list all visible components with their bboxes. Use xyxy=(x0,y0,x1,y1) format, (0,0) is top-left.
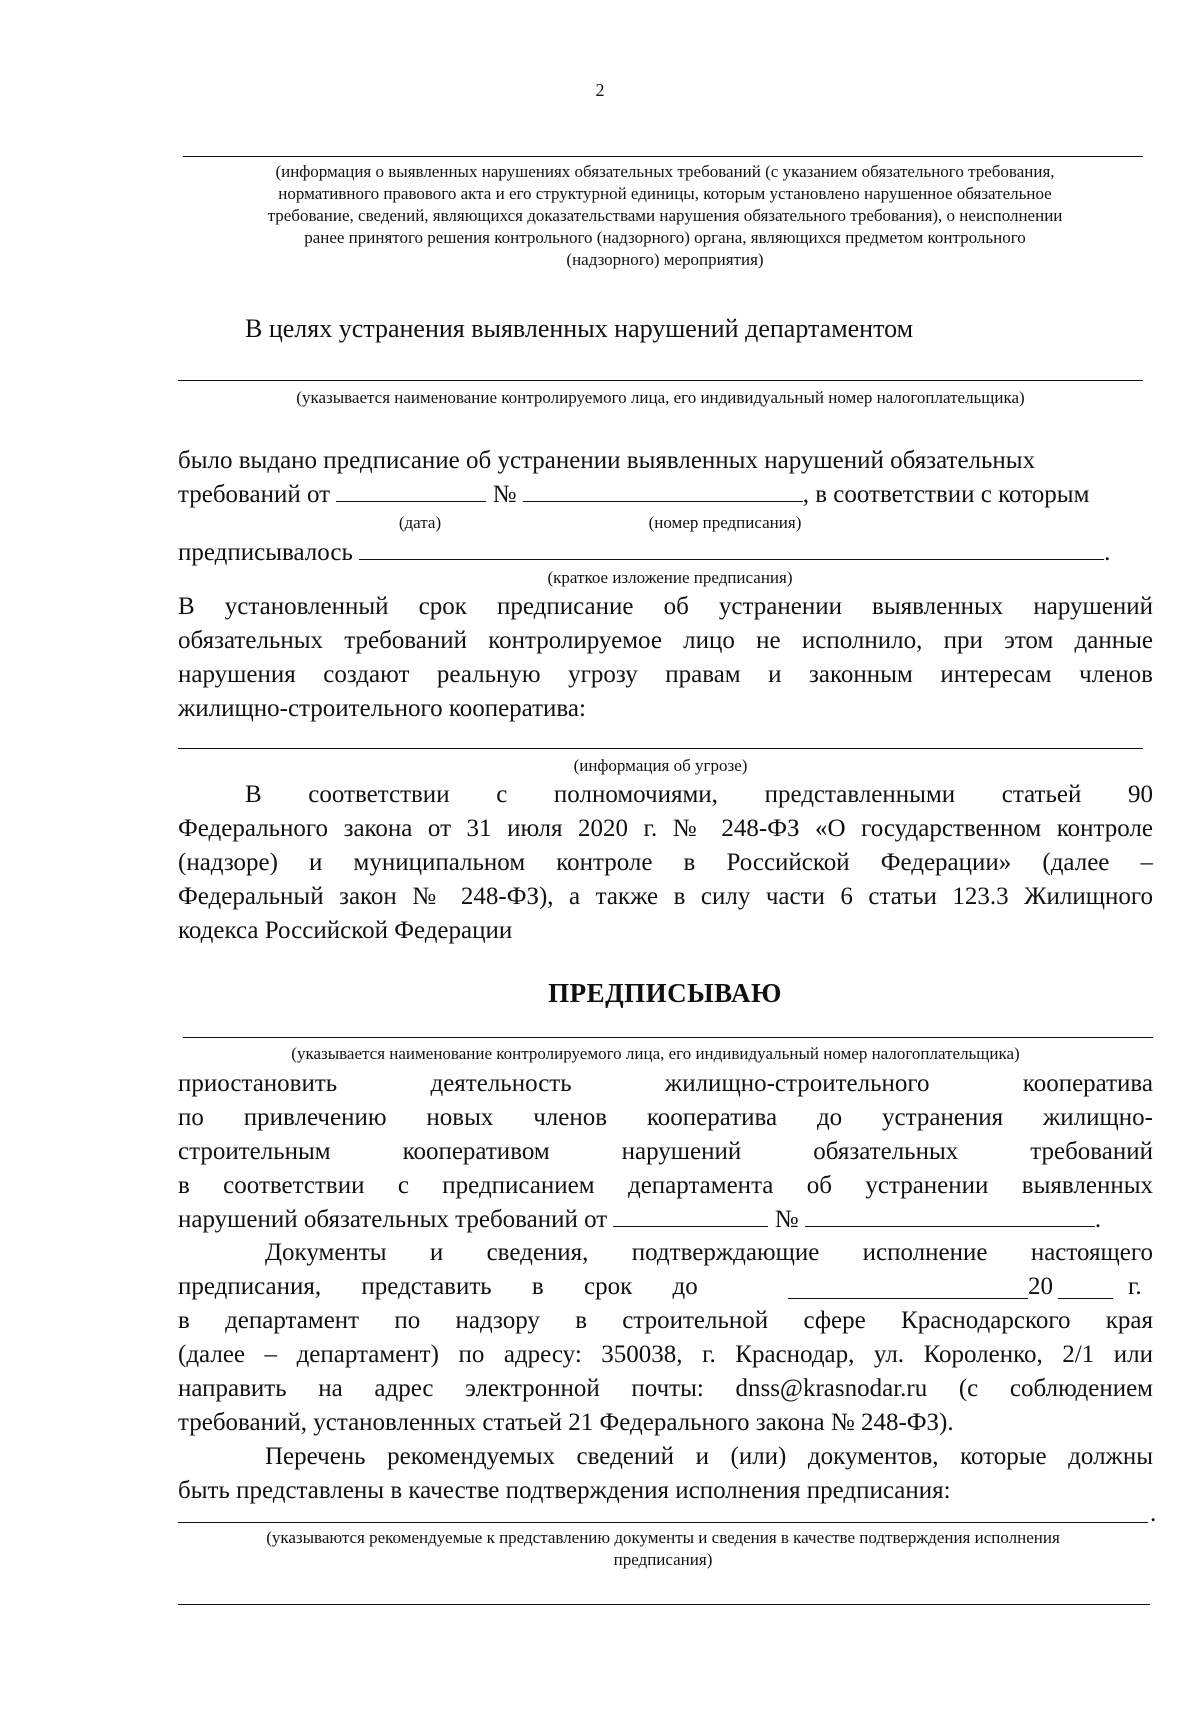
caption-line: предписания) xyxy=(613,1550,713,1569)
fill-line-threat xyxy=(178,748,1143,749)
paragraph-line: нарушения создают реальную угрозу правам и законным интересам членов xyxy=(178,661,1153,688)
paragraph-line: по привлечению новых членов кооператива до устранения жилищно- xyxy=(178,1104,1153,1131)
fill-line-controlled-person-2 xyxy=(183,1037,1153,1038)
paragraph-line xyxy=(178,1203,1153,1237)
caption-violation-info xyxy=(175,161,1155,271)
paragraph-line: быть представлены в качестве подтверждения исполнения предписания: xyxy=(178,1477,951,1504)
suspend-last-text: нарушений обязательных требований от xyxy=(178,1206,608,1233)
page-number: 2 xyxy=(595,80,605,100)
paragraph-line: жилищно-строительного кооператива: xyxy=(178,695,586,722)
caption-line: (указываются рекомендуемые к представлению документы и сведения в качестве подтверждения исполнения xyxy=(266,1528,1060,1547)
issued-tail: , в соответствии с которым xyxy=(802,481,1090,508)
fill-line-recommended-docs xyxy=(178,1522,1148,1523)
paragraph-line: В соответствии с полномочиями, представленными статьей 90 xyxy=(245,781,1153,808)
fill-line-violations xyxy=(183,156,1143,157)
recommended-docs-end: . xyxy=(1150,1500,1157,1527)
paragraph-line: (далее – департамент) по адресу: 350038, г. Краснодар, ул. Короленко, 2/1 или xyxy=(178,1341,1153,1368)
docs-deadline-text: предписания, представить в срок до xyxy=(178,1273,698,1300)
paragraph-line: Перечень рекомендуемых сведений и (или) документов, которые должны xyxy=(265,1443,1153,1470)
caption-line: ранее принятого решения контрольного (надзорного) органа, являющихся предметом контрольного xyxy=(304,228,1026,247)
caption-line: (надзорного) мероприятия) xyxy=(566,250,764,269)
fill-line-controlled-person xyxy=(178,380,1143,381)
caption-controlled-person: (указывается наименование контролируемого лица, его индивидуальный номер налогоплательщика) xyxy=(296,388,1025,407)
prior-order-number-fill xyxy=(805,1204,1095,1227)
caption-recommended-docs xyxy=(178,1527,1148,1571)
caption-line: нормативного правового акта и его структурной единицы, которым установлено нарушенное обязательное xyxy=(278,184,1052,203)
paragraph-line: в департамент по надзору в строительной сфере Краснодарского края xyxy=(178,1307,1153,1334)
paragraph-line: требований, установленных статьей 21 Федерального закона № 248-ФЗ). xyxy=(178,1409,954,1436)
caption-order-summary: (краткое изложение предписания) xyxy=(547,568,793,587)
deadline-paragraph xyxy=(178,590,1153,726)
fill-line-bottom xyxy=(178,1604,1150,1605)
issued-line-1: было выдано предписание об устранении выявленных нарушений обязательных xyxy=(178,447,1036,474)
caption-controlled-person-2: (указывается наименование контролируемого лица, его индивидуальный номер налогоплательщика) xyxy=(291,1044,1020,1063)
prescribed-label: предписывалось xyxy=(178,539,353,566)
issued-line-2 xyxy=(178,478,1153,512)
prior-order-date-fill xyxy=(613,1204,768,1227)
authority-paragraph xyxy=(178,778,1153,948)
caption-line: требование, сведений, являющихся доказательствами нарушения обязательного требования), о неисполнении xyxy=(267,206,1063,225)
prescribed-line xyxy=(178,536,1110,570)
number-sign: № xyxy=(492,481,517,508)
paragraph-line: приостановить деятельность жилищно-строительного кооператива xyxy=(178,1070,1153,1097)
deadline-date-fill xyxy=(788,1276,1028,1299)
prescribed-end: . xyxy=(1104,539,1111,566)
order-summary-fill xyxy=(359,537,1104,560)
issued-label: требований от xyxy=(178,481,331,508)
paragraph-line: направить на адрес электронной почты: dnss@krasnodar.ru (с соблюдением xyxy=(178,1375,1153,1402)
date-fill xyxy=(336,479,486,502)
suspend-end: . xyxy=(1094,1206,1102,1233)
year-fill xyxy=(1058,1276,1113,1299)
year-prefix: 20 xyxy=(1028,1273,1053,1300)
paragraph-line: кодекса Российской Федерации xyxy=(178,917,513,944)
caption-order-number: (номер предписания) xyxy=(648,513,802,532)
paragraph-line: в соответствии с предписанием департамента об устранении выявленных xyxy=(178,1172,1153,1199)
paragraph-line: обязательных требований контролируемое лицо не исполнило, при этом данные xyxy=(178,627,1153,654)
paragraph-line: Документы и сведения, подтверждающие исполнение настоящего xyxy=(265,1239,1153,1266)
caption-date: (дата) xyxy=(398,513,442,532)
paragraph-line: (надзоре) и муниципальном контроле в Российской Федерации» (далее – xyxy=(178,849,1153,876)
paragraph-line: В установленный срок предписание об устранении выявленных нарушений xyxy=(178,593,1153,620)
purpose-line: В целях устранения выявленных нарушений департаментом xyxy=(245,314,914,343)
caption-line: (информация о выявленных нарушениях обязательных требований (с указанием обязательного требования, xyxy=(275,162,1055,181)
list-paragraph xyxy=(178,1440,1153,1508)
paragraph-line: Федерального закона от 31 июля 2020 г. № 248-ФЗ «О государственном контроле xyxy=(178,815,1153,842)
caption-threat: (информация об угрозе) xyxy=(573,756,748,775)
order-number-fill xyxy=(523,479,803,502)
paragraph-line: строительным кооперативом нарушений обязательных требований xyxy=(178,1138,1153,1165)
documents-paragraph xyxy=(178,1236,1153,1440)
year-suffix: г. xyxy=(1128,1273,1142,1300)
paragraph-line xyxy=(178,1270,1153,1304)
suspend-paragraph xyxy=(178,1067,1153,1237)
number-sign: № xyxy=(774,1206,799,1233)
paragraph-line: Федеральный закон № 248-ФЗ), а также в силу части 6 статьи 123.3 Жилищного xyxy=(178,883,1153,910)
heading-prescribe: ПРЕДПИСЫВАЮ xyxy=(548,978,782,1008)
